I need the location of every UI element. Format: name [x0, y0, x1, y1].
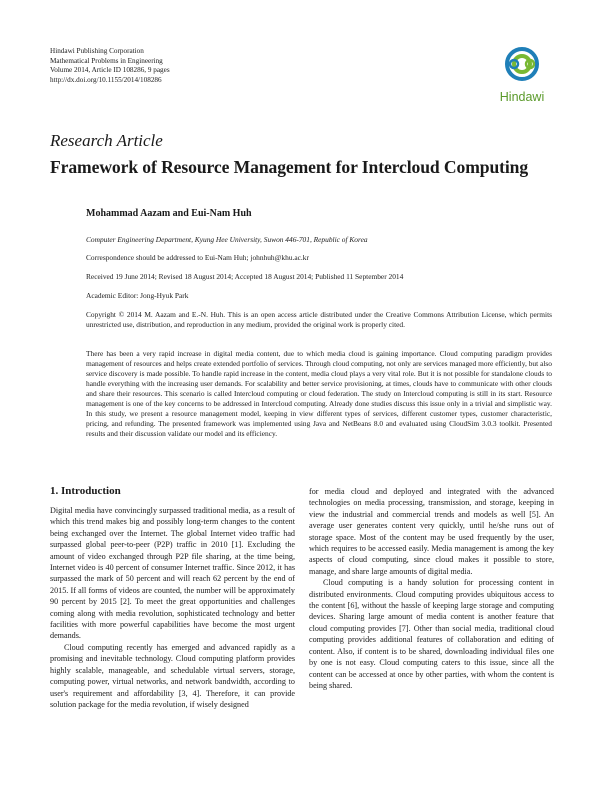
journal-name: Mathematical Problems in Engineering [50, 56, 163, 65]
hindawi-rings-logo-icon [492, 44, 552, 90]
logo-text: Hindawi [499, 90, 545, 104]
affiliation: Computer Engineering Department, Kyung Hee University, Suwon 446-701, Republic of Korea [86, 235, 368, 244]
authors: Mohammad Aazam and Eui-Nam Huh [86, 208, 252, 219]
left-column [50, 505, 295, 710]
paragraph: Cloud computing recently has emerged and advanced rapidly as a promising and inevitable technology. Cloud computing platform provides highly scalable, manageable, and schedulable virtual servers, storage, computing power, virtual networks, and network bandwidth, according to user's requirement and affordability [3, 4]. Therefore, it can provide solution package for the media revolution, if wisely designed [50, 642, 295, 709]
hindawi-logo [492, 44, 552, 106]
dates: Received 19 June 2014; Revised 18 August 2014; Accepted 18 August 2014; Published 11 September 2014 [86, 272, 404, 281]
copyright-notice: Copyright © 2014 M. Aazam and E.-N. Huh. This is an open access article distributed under the Creative Commons Attribution License, which permits unrestricted use, distribution, and reproduction in any medium, provided the original work is properly cited. [86, 310, 552, 329]
journal-header [50, 47, 350, 85]
article-type: Research Article [50, 131, 163, 150]
abstract: There has been a very rapid increase in digital media content, due to which media cloud is gaining importance. Cloud computing paradigm provides management of resources and helps create extended portfolio of services. Through cloud computing, not only are services managed more efficiently, but also service discovery is made possible. To handle rapid increase in the content, media cloud plays a very vital role. But it is not possible for standalone clouds to handle everything with the increasing user demands. For scalability and better service provisioning, at times, clouds have to communicate with other clouds and share their resources. This scenario is called Intercloud computing or cloud federation. The study on Intercloud computing is still in its start. Resource management is one of the key concerns to be addressed in Intercloud computing. Already done studies discuss this issue only in a trivial and simplistic way. In this study, we present a resource management model, keeping in view different types of services, different customer types, customer characteristic, pricing, and refunding. The presented framework was implemented using Java and NetBeans 8.0 and evaluated using CloudSim 3.0.3 toolkit. Presented results and their discussion validate our model and its efficiency. [86, 349, 552, 438]
paragraph: for media cloud and deployed and integrated with the advanced technologies on media processing, transmission, and storage, keeping in view the industrial and commercial trends and models as well [5]. An average user generates content very quickly, until he/she runs out of storage space. Most of the content may be used frequently by the user, which requires to be accessed easily. Media management is among the key aspects of cloud computing, since cloud makes it possible to store, manage, and share large amounts of digital media. [309, 487, 554, 576]
publisher-name: Hindawi Publishing Corporation [50, 47, 144, 55]
volume-info: Volume 2014, Article ID 108286, 9 pages [50, 66, 170, 75]
academic-editor: Academic Editor: Jong-Hyuk Park [86, 291, 189, 300]
doi-link[interactable]: http://dx.doi.org/10.1155/2014/108286 [50, 75, 162, 84]
section-heading: 1. Introduction [50, 485, 121, 497]
correspondence: Correspondence should be addressed to Eui-Nam Huh; johnhuh@khu.ac.kr [86, 253, 309, 262]
right-column [309, 486, 554, 691]
paper-title: Framework of Resource Management for Intercloud Computing [50, 157, 529, 177]
paragraph: Cloud computing is a handy solution for processing content in distributed environments. Cloud computing provides ubiquitous access to the content [6], without the hassle of keeping large storage and computing devices. Sharing large amount of media content is another feature that cloud computing provides [7]. Other than social media, traditional cloud computing provides additional features of collaboration and editing of content. Also, if content is to be shared, downloading individual files one by one is not easy. Cloud computing caters to this issue, since all the content can be accessed at once by other parties, with whom the content is being shared. [309, 578, 554, 690]
paragraph: Digital media have convincingly surpassed traditional media, as a result of which this trend makes big and possibly long-term changes to the content being exchanged over the Internet. The global Internet video traffic had surpassed global peer-to-peer (P2P) traffic in 2010 [1]. Excluding the amount of video exchanged through P2P file sharing, at the time being, Internet video is 40 percent of consumer Internet traffic. Since 2012, it has surpassed the mark of 50 percent and will reach 62 percent by the end of 2015. If all forms of videos are counted, the number will be approximately 90 percent by 2015 [2]. To meet the great opportunities and challenges coming along with media revolution, sophisticated technology and better facilities with more powerful capabilities have become the most urgent demands. [50, 506, 295, 641]
